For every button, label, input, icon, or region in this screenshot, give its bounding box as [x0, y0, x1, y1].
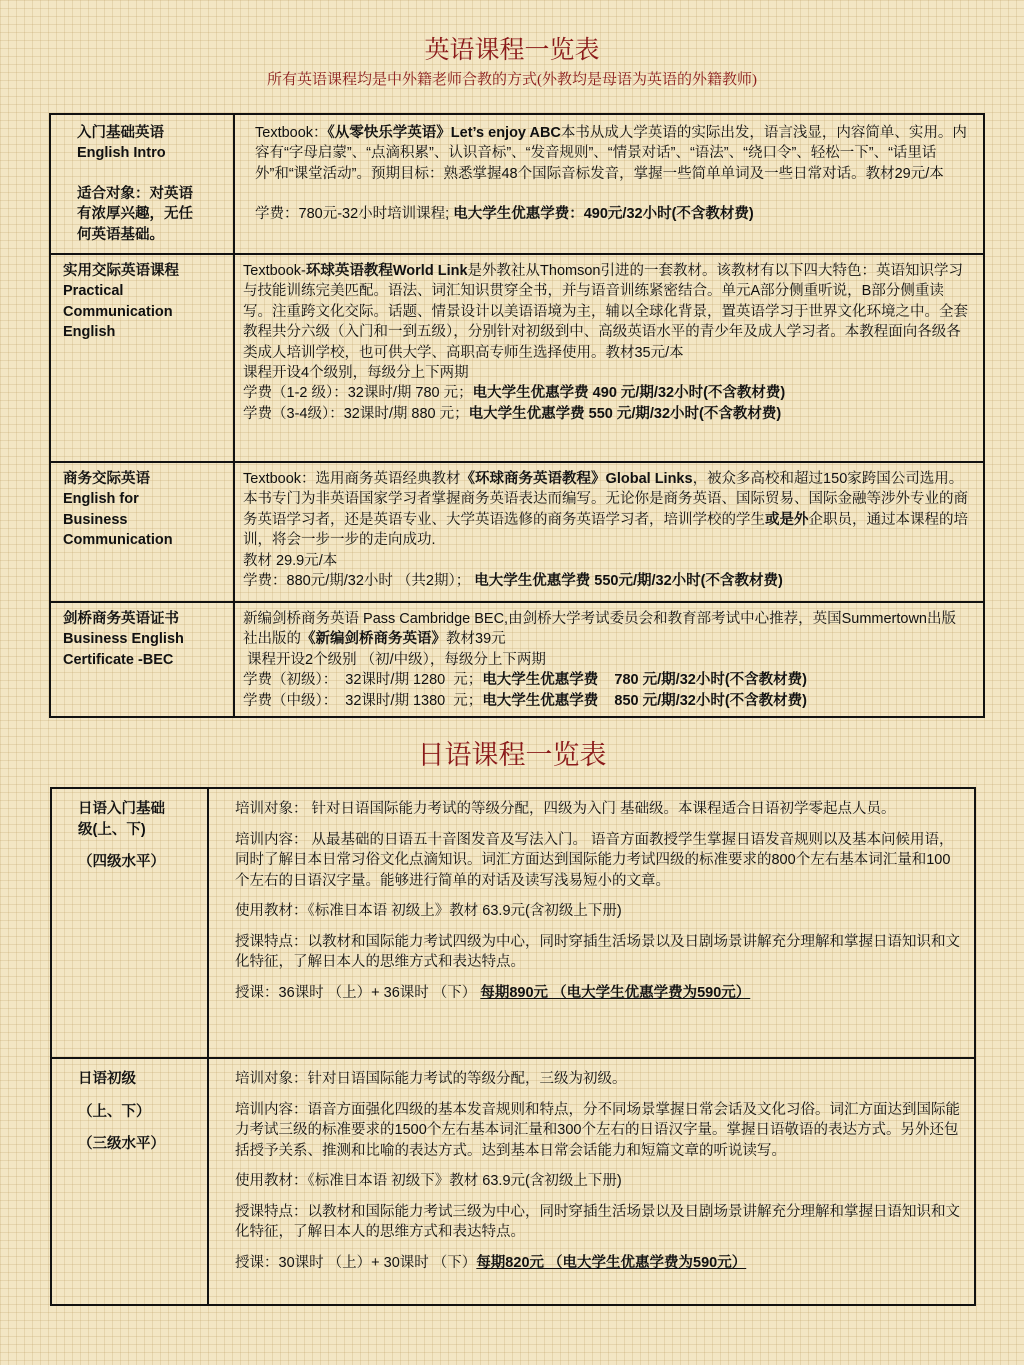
textbook-title: 《从零快乐学英语》Let’s enjoy ABC [327, 125, 561, 141]
course-levels: 课程开设2个级别 （初/中级），每级分上下两期 [243, 651, 546, 668]
course-features: 授课特点：以教材和国际能力考试四级为中心，同时穿插生活场景以及日剧场景讲解充分理解和掌握日语知识和文化特征，了解日本人的思维方式和表达特点。 [235, 933, 960, 970]
course-name: 日语入门基础 [78, 801, 165, 817]
course-description [243, 261, 969, 363]
course-fee [235, 983, 960, 1004]
desc-text: 本书从成人学英语的实际出发，语言浅显，内容简单、实用。内容有“字母启蒙”、“点滴积累”、认识音标”、“发音规则”、“情景对话”、“语法”、“绕口令”、轻松一下”、“话里话外”和“课堂活动”。预期目标：熟悉掌握48个国际音标发音，掌握一些简单单词及一些日常对话。教材29元/本 [255, 125, 967, 182]
course-name-cell [50, 254, 234, 462]
fee-text: 学费（3-4级）：32课时/期 880 元； [243, 405, 469, 422]
course-description-cell [234, 462, 984, 602]
fee-text: 学费：780元-32小时培训课程; [255, 206, 454, 223]
course-name-cell [51, 788, 208, 1058]
student-discount-fee: 电大学生优惠学费 490 元/期/32小时(不含教材费) [472, 385, 786, 402]
course-material-price: 教材 29.9元/本 [243, 552, 338, 569]
course-description-cell [208, 788, 975, 1058]
fee-text: 学费（中级）： 32课时/期 1380 元； [243, 692, 483, 709]
course-row-jp-beginner [51, 788, 975, 1058]
course-name-en: Business [63, 511, 128, 528]
course-row-bec [50, 602, 984, 717]
course-target-line: 适合对象：对英语 [77, 185, 193, 202]
student-discount-fee: 每期890元 （电大学生优惠学费为590元） [480, 984, 751, 1001]
course-name-cell [50, 462, 234, 602]
student-discount-fee: 电大学生优惠学费：490元/32小时(不含教材费) [453, 206, 754, 223]
course-name-cell [50, 602, 234, 717]
course-target: 培训对象：针对日语国际能力考试的等级分配，三级为初级。 [235, 1071, 627, 1087]
course-name-en: Communication [63, 303, 173, 320]
course-name-en: Practical [63, 283, 124, 300]
course-description [243, 469, 969, 551]
student-discount-fee: 电大学生优惠学费 850 元/期/32小时(不含教材费) [482, 692, 807, 709]
fee-text: 学费（初级）： 32课时/期 1280 元； [243, 672, 483, 689]
textbook-title: 《环球商务英语教程》Global Links [460, 471, 693, 487]
course-name: 级(上、下) [78, 821, 146, 838]
course-fee [243, 571, 969, 591]
course-content: 培训内容： 从最基础的日语五十音图发音及写法入门。 语音方面教授学生掌握日语发音规则以及基本问候用语，同时了解日本日常习俗文化点滴知识。词汇方面达到国际能力考试四级的标准要求的800个左右基本词汇量和100个左右的日语汉字量。能够进行简单的对话及读写浅易短小的文章。 [235, 831, 954, 889]
student-discount-fee: 电大学生优惠学费 550 元/期/32小时(不含教材费) [468, 405, 782, 422]
course-description-cell [234, 114, 984, 254]
course-fee [235, 1253, 960, 1274]
desc-text: 教材39元 [446, 631, 506, 648]
course-name-en: English Intro [77, 145, 166, 162]
desc-bold-text: 或是外 [765, 511, 809, 528]
english-course-table [49, 113, 985, 718]
fee-text: 学费（1-2 级）：32课时/期 780 元； [243, 385, 473, 402]
course-name: 日语初级 [78, 1071, 136, 1087]
fee-text: 授课：30课时 （上）+ 30课时 （下） [235, 1254, 477, 1271]
course-name-cell [51, 1058, 208, 1305]
student-discount-fee: 电大学生优惠学费 780 元/期/32小时(不含教材费) [482, 672, 807, 689]
course-target-line: 何英语基础。 [77, 226, 164, 243]
course-textbook: 使用教材：《标准日本语 初级下》教材 63.9元(含初级上下册) [235, 1173, 622, 1189]
course-description-cell [208, 1058, 975, 1305]
course-level: （三级水平） [78, 1136, 165, 1152]
course-name-en: Business English [63, 631, 184, 648]
course-content: 培训内容：语音方面强化四级的基本发音规则和特点，分不同场景掌握日常会话及文化习俗。词汇方面达到国际能力考试三级的标准要求的1500个左右基本词汇量和300个左右的日语汉字量。掌握日语敬语的表达方式。另外还包括授予关系、推测和比喻的表达方式。达到基本日常会话能力和短篇文章的听说读写。 [235, 1101, 960, 1159]
course-name-en: English [63, 324, 116, 341]
course-name-cn: 入门基础英语 [77, 125, 164, 141]
course-row-jp-elementary [51, 1058, 975, 1305]
student-discount-fee: 电大学生优惠学费 550元/期/32小时(不含教材费) [470, 573, 783, 590]
desc-text: 企职员，通过本课程的培训，将会一步一步的走向成功. [243, 511, 968, 549]
course-levels: 课程开设4个级别，每级分上下两期 [243, 365, 469, 382]
desc-text: Textbook：选用商务英语经典教材 [243, 471, 461, 487]
textbook-title: 环球英语教程World Link [305, 263, 468, 279]
course-fee [255, 204, 969, 224]
course-row-practical [50, 254, 984, 462]
desc-text: ，被众多高校和超过150家跨国公司选用。本书专门为非英语国家学习者掌握商务英语表达而编写。无论你是商务英语、国际贸易、国际金融等涉外专业的商务英语学习者，还是英语专业、大学英语选修的商务英语学习者，培训学校的学生 [243, 471, 968, 528]
course-description [243, 609, 969, 650]
course-fee [243, 691, 969, 711]
course-target-line: 有浓厚兴趣，无任 [77, 206, 193, 223]
desc-text: Textbook： [255, 125, 328, 141]
course-textbook: 使用教材：《标准日本语 初级上》教材 63.9元(含初级上下册) [235, 903, 622, 919]
course-fee [243, 670, 969, 690]
desc-text: 新编剑桥商务英语 Pass Cambridge BEC,由剑桥大学考试委员会和教育部考试中心推荐，英国Summertown出版社出版的 [243, 611, 956, 648]
english-course-subtitle: 所有英语课程均是中外籍老师合教的方式(外教均是母语为英语的外籍教师) [267, 72, 757, 88]
course-description-cell [234, 254, 984, 462]
course-name-en: Certificate -BEC [63, 651, 174, 668]
english-course-title: 英语课程一览表 [424, 37, 600, 64]
course-row-business [50, 462, 984, 602]
fee-text: 学费：880元/期/32小时 （共2期）； [243, 573, 471, 590]
course-level: （四级水平） [78, 854, 165, 870]
course-name-cn: 商务交际英语 [63, 471, 150, 487]
desc-text: Textbook- [243, 263, 306, 279]
course-target: 培训对象： 针对日语国际能力考试的等级分配，四级为入门 基础级。本课程适合日语初学零起点人员。 [235, 801, 896, 817]
course-name-en: Communication [63, 532, 173, 549]
student-discount-fee: 每期820元 （电大学生优惠学费为590元） [476, 1254, 747, 1271]
japanese-course-table [50, 787, 976, 1306]
course-name-cn: 剑桥商务英语证书 [63, 611, 179, 627]
fee-text: 授课：36课时 （上）+ 36课时 （下） [235, 984, 481, 1001]
textbook-title: 《新编剑桥商务英语》 [301, 631, 446, 648]
course-description-cell [234, 602, 984, 717]
course-row-intro [50, 114, 984, 254]
japanese-course-title: 日语课程一览表 [417, 740, 607, 770]
course-name: （上、下） [78, 1103, 151, 1120]
course-name-cell [50, 114, 234, 254]
course-name-cn: 实用交际英语课程 [63, 263, 179, 279]
course-fee [243, 404, 969, 424]
course-description [255, 123, 969, 184]
course-features: 授课特点：以教材和国际能力考试三级为中心，同时穿插生活场景以及日剧场景讲解充分理解和掌握日语知识和文化特征，了解日本人的思维方式和表达特点。 [235, 1203, 960, 1240]
course-fee [243, 383, 969, 403]
desc-text: 是外教社从Thomson引进的一套教材。该教材有以下四大特色：英语知识学习与技能训练完美匹配。语法、词汇知识贯穿全书，并与语音训练紧密结合。单元A部分侧重听说，B部分侧重读写。注重跨文化交际。话题、情景设计以美语语境为主，辅以全球化背景，置英语学习于世界文化环境之中。全套教程共分六级（入门和一到五级），分别针对初级到中、高级英语水平的青少年及成人学习者。本教程面向各级各类成人培训学校，也可供大学、高职高专师生选择使用。教材35元/本 [243, 263, 968, 361]
course-name-en: English for [63, 491, 139, 508]
